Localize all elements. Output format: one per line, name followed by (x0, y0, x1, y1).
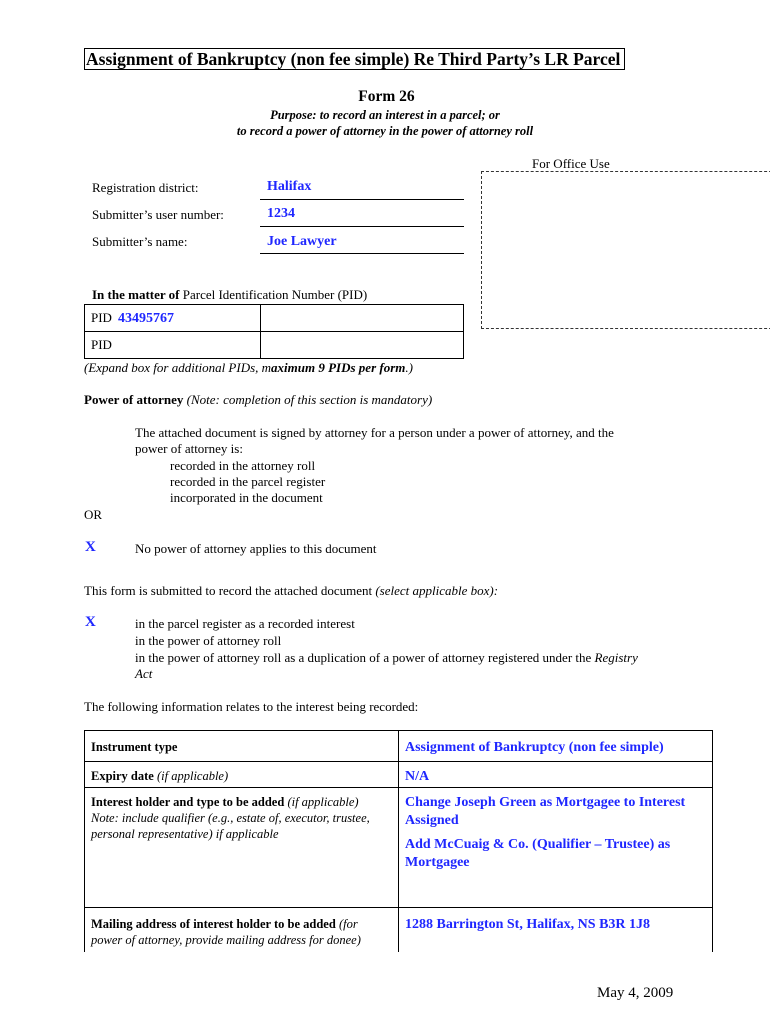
footer-date: May 4, 2009 (597, 985, 674, 1001)
registration-district-field[interactable]: Halifax (267, 179, 312, 194)
table-row (85, 762, 713, 788)
user-number-field[interactable]: 1234 (267, 206, 295, 221)
pid-table (84, 304, 464, 359)
or-label: OR (84, 507, 103, 522)
submission-option-poa-duplicate[interactable] (135, 650, 675, 666)
form-title: Assignment of Bankruptcy (non fee simple) Re Third Party’s LR Parcel (84, 48, 625, 70)
user-number-label: Submitter’s user number: (92, 207, 224, 222)
poa-option-attorney-roll[interactable]: recorded in the attorney roll (170, 458, 316, 473)
matter-heading (92, 287, 367, 303)
office-use-box (481, 171, 770, 329)
mailing-address-field[interactable]: 1288 Barrington St, Halifax, NS B3R 1J8 (399, 908, 713, 953)
expiry-date-label-note: (if applicable) (153, 769, 229, 783)
pid-note-bold: aximum 9 PIDs per form (271, 360, 406, 375)
submitter-name-label: Submitter’s name: (92, 234, 188, 249)
interest-holder-note: Note: include qualifier (e.g., estate of, executor, trustee, personal representative) if applicable (91, 811, 370, 841)
expiry-date-label-text: Expiry date (91, 769, 154, 783)
submission-option-3-italic: Registry (594, 650, 638, 665)
mailing-address-label-text: Mailing address of interest holder to be added (91, 917, 336, 931)
pid-value[interactable]: 43495767 (117, 310, 174, 326)
mailing-address-label-note-2: power of attorney, provide mailing address for donee) (91, 933, 361, 947)
user-number-underline (260, 226, 464, 227)
form-number: Form 26 (358, 88, 415, 105)
pid-note-end: .) (405, 360, 413, 375)
submission-option-3-act: Act (135, 666, 153, 681)
submission-intro-text: This form is submitted to record the attached document (84, 583, 376, 598)
interest-table (84, 730, 713, 952)
interest-holder-label-note: (if applicable) (284, 795, 359, 809)
purpose-statement (0, 107, 770, 139)
submission-intro (84, 583, 498, 599)
poa-heading-note: (Note: completion of this section is mandatory) (183, 392, 433, 407)
mailing-address-label (85, 908, 399, 953)
instrument-type-label-text: Instrument type (91, 740, 178, 754)
pid-note-part: (Expand box for additional PIDs, m (84, 360, 272, 375)
interest-holder-value-2: Add McCuaig & Co. (Qualifier – Trustee) as Mortgagee (405, 837, 671, 870)
pid-row (85, 332, 464, 359)
poa-signed-line-1: The attached document is signed by attorney for a person under a power of attorney, and the (135, 425, 614, 440)
poa-option-incorporated[interactable]: incorporated in the document (170, 490, 323, 505)
submitter-name-underline (260, 253, 464, 254)
mailing-address-label-note: (for (335, 917, 358, 931)
parcel-register-checkmark[interactable]: X (85, 614, 96, 630)
submission-option-3-text: in the power of attorney roll as a duplication of a power of attorney registered under the (135, 650, 595, 665)
instrument-type-field[interactable]: Assignment of Bankruptcy (non fee simple) (399, 731, 713, 762)
submission-intro-italic: (select applicable box): (375, 583, 499, 598)
office-use-label: For Office Use (532, 156, 610, 171)
interest-holder-label-text: Interest holder and type to be added (91, 795, 285, 809)
registration-district-label: Registration district: (92, 180, 199, 195)
poa-heading-bold: Power of attorney (84, 392, 184, 407)
pid-note (84, 360, 413, 376)
pid-label: PID (91, 309, 112, 325)
pid-extra-cell[interactable] (261, 332, 464, 359)
table-row (85, 788, 713, 908)
submission-option-parcel-register[interactable]: in the parcel register as a recorded interest (135, 616, 355, 631)
purpose-line-1: Purpose: to record an interest in a parcel; or (270, 108, 500, 122)
instrument-type-label (85, 731, 399, 762)
expiry-date-label (85, 762, 399, 788)
expiry-date-field[interactable]: N/A (399, 762, 713, 788)
interest-holder-field[interactable] (399, 788, 713, 908)
poa-signed-line-2: power of attorney is: (135, 441, 243, 456)
table-row (85, 908, 713, 953)
interest-holder-label (85, 788, 399, 908)
pid-row (85, 305, 464, 332)
matter-rest: Parcel Identification Number (PID) (179, 287, 368, 302)
matter-bold: In the matter of (92, 287, 180, 302)
registration-district-underline (260, 199, 464, 200)
poa-heading (84, 392, 432, 408)
submission-option-poa-roll[interactable]: in the power of attorney roll (135, 633, 282, 648)
poa-option-parcel-register[interactable]: recorded in the parcel register (170, 474, 326, 489)
interest-holder-value-1: Change Joseph Green as Mortgagee to Interest Assigned (405, 795, 686, 828)
pid-cell[interactable] (85, 305, 261, 332)
purpose-line-2: to record a power of attorney in the power of attorney roll (236, 124, 534, 138)
table-row (85, 731, 713, 762)
no-poa-checkmark[interactable]: X (85, 539, 96, 555)
pid-label: PID (91, 336, 112, 352)
submitter-name-field[interactable]: Joe Lawyer (267, 234, 337, 249)
pid-cell[interactable] (85, 332, 261, 359)
no-poa-text: No power of attorney applies to this document (135, 541, 377, 556)
interest-intro: The following information relates to the interest being recorded: (84, 699, 419, 714)
pid-extra-cell[interactable] (261, 305, 464, 332)
